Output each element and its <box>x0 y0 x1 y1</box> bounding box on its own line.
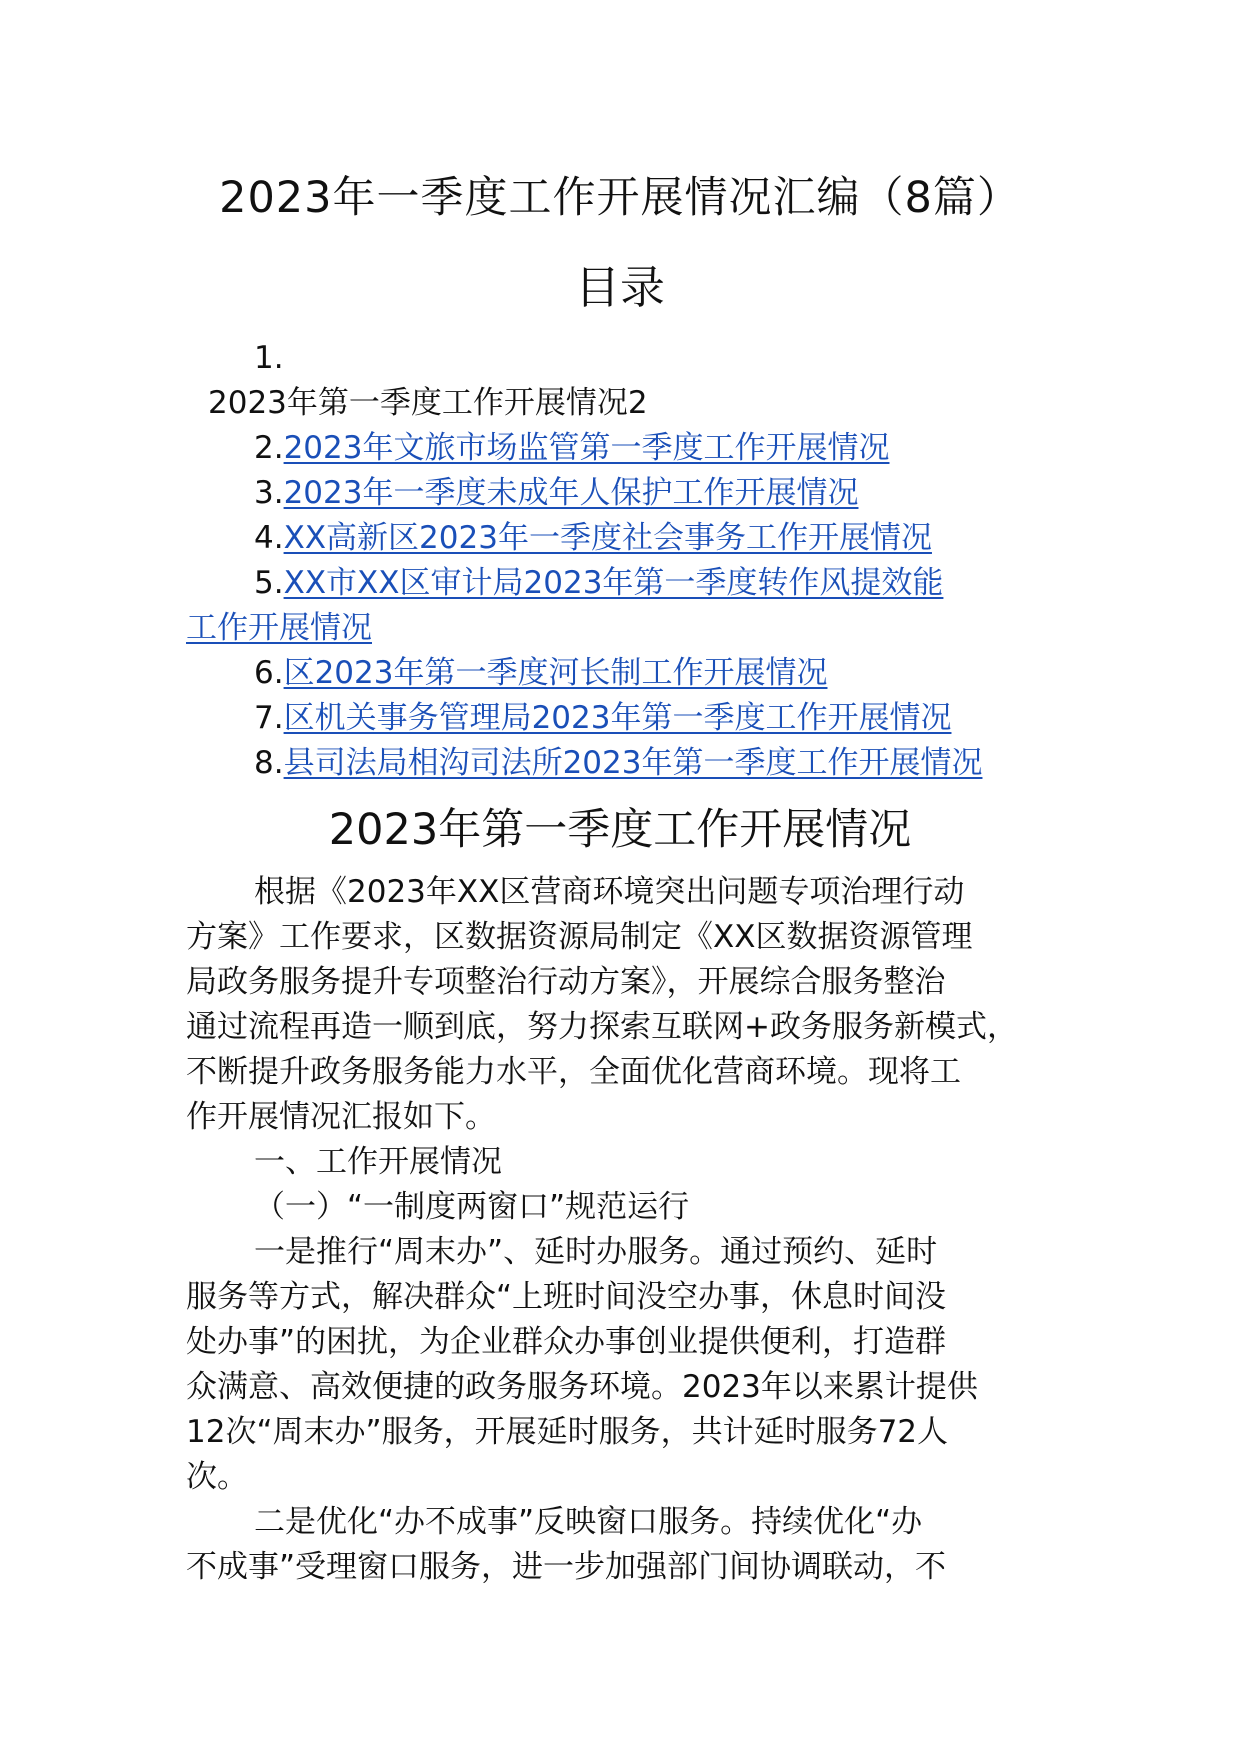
toc-link[interactable]: 县司法局相沟司法所2023年第一季度工作开展情况 <box>283 745 983 781</box>
toc-link[interactable]: 区机关事务管理局2023年第一季度工作开展情况 <box>283 700 952 736</box>
toc-item-1-number: 1. <box>254 340 284 376</box>
toc-item-6[interactable] <box>186 651 1066 696</box>
toc-link[interactable]: 2023年一季度未成年人保护工作开展情况 <box>283 475 859 511</box>
document-body <box>186 870 1066 1590</box>
toc-link[interactable]: 2023年文旅市场监管第一季度工作开展情况 <box>283 430 890 466</box>
toc-item-4[interactable] <box>186 516 1066 561</box>
heading-level-2: （一）“一制度两窗口”规范运行 <box>254 1189 690 1225</box>
toc-link[interactable]: XX市XX区审计局2023年第一季度转作风提效能 <box>283 565 944 601</box>
toc-link[interactable]: 工作开展情况 <box>186 610 372 646</box>
toc-link[interactable]: 区2023年第一季度河长制工作开展情况 <box>283 655 828 691</box>
toc-item-number: 6. <box>254 655 284 691</box>
body-line: 通过流程再造一顺到底，努力探索互联网+政务服务新模式， <box>186 1009 1018 1045</box>
toc-item-2[interactable] <box>186 426 1066 471</box>
toc-item-number: 4. <box>254 520 284 556</box>
toc-item-7[interactable] <box>186 696 1066 741</box>
body-line: 不断提升政务服务能力水平，全面优化营商环境。现将工 <box>186 1054 961 1090</box>
body-line: 次。 <box>186 1459 248 1495</box>
body-line: 一是推行“周末办”、延时办服务。通过预约、延时 <box>254 1234 938 1270</box>
heading-level-1: 一、工作开展情况 <box>254 1144 502 1180</box>
body-line: 二是优化“办不成事”反映窗口服务。持续优化“办 <box>254 1504 923 1540</box>
toc-item-1-text[interactable]: 2023年第一季度工作开展情况2 <box>208 385 648 421</box>
toc-item-number: 7. <box>254 700 284 736</box>
section-title: 2023年第一季度工作开展情况 <box>328 805 912 855</box>
toc-item-3[interactable] <box>186 471 1066 516</box>
body-line: 处办事”的困扰，为企业群众办事创业提供便利，打造群 <box>186 1324 947 1360</box>
body-line: 众满意、高效便捷的政务服务环境。2023年以来累计提供 <box>186 1369 978 1405</box>
body-line: 根据《2023年XX区营商环境突出问题专项治理行动 <box>254 874 965 910</box>
toc-link[interactable]: XX高新区2023年一季度社会事务工作开展情况 <box>283 520 932 556</box>
table-of-contents <box>186 336 1066 786</box>
toc-heading: 目录 <box>574 261 665 314</box>
body-line: 方案》工作要求，区数据资源局制定《XX区数据资源管理 <box>186 919 973 955</box>
body-line: 作开展情况汇报如下。 <box>186 1099 496 1135</box>
document-title: 2023年一季度工作开展情况汇编（8篇） <box>219 173 1021 223</box>
toc-item-5-continued[interactable] <box>186 606 1066 651</box>
toc-item-number: 3. <box>254 475 284 511</box>
body-line: 不成事”受理窗口服务，进一步加强部门间协调联动，不 <box>186 1549 947 1585</box>
toc-item-8[interactable] <box>186 741 1066 786</box>
toc-item-number: 2. <box>254 430 284 466</box>
body-line: 12次“周末办”服务，开展延时服务，共计延时服务72人 <box>186 1414 949 1450</box>
toc-item-5[interactable] <box>186 561 1066 606</box>
toc-item-number: 5. <box>254 565 284 601</box>
body-line: 服务等方式，解决群众“上班时间没空办事，休息时间没 <box>186 1279 947 1315</box>
toc-item-number: 8. <box>254 745 284 781</box>
body-line: 局政务服务提升专项整治行动方案》，开展综合服务整治 <box>186 964 946 1000</box>
